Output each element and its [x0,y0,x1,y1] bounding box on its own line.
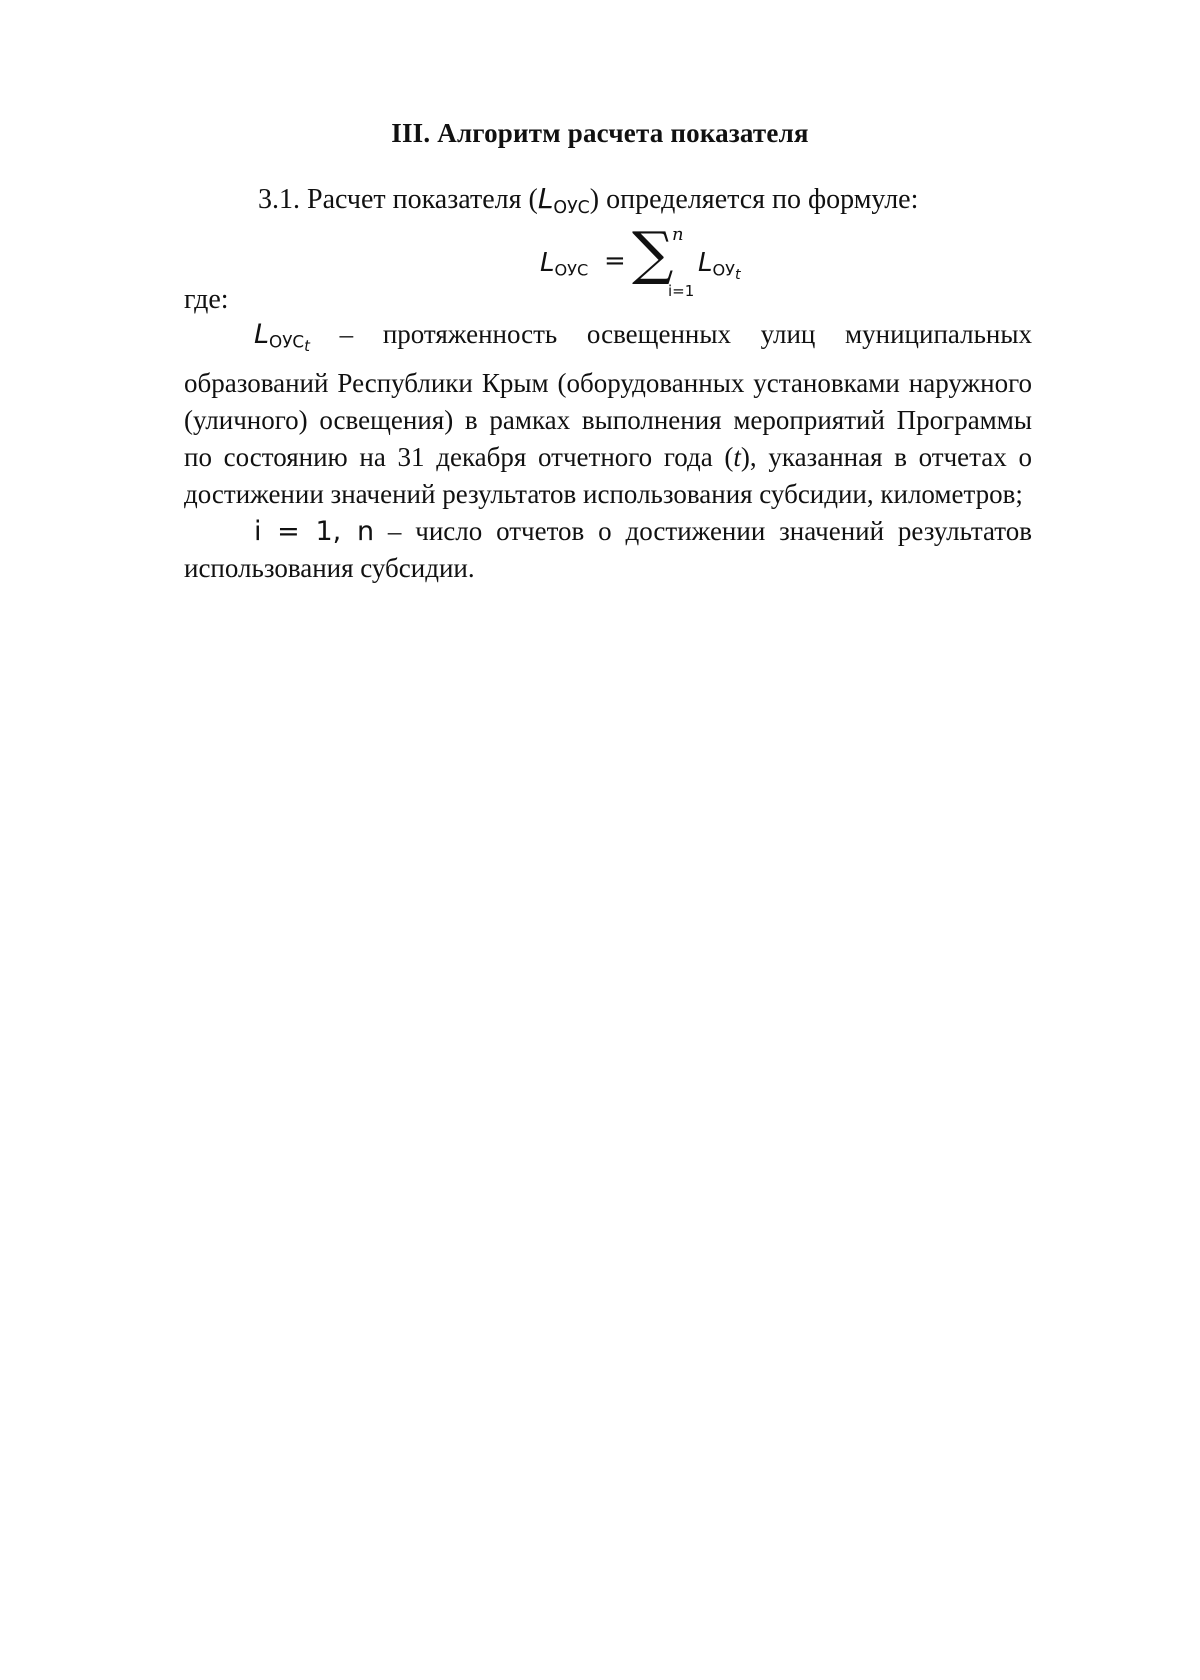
intro-symbol: $L_{ОУС}$ [537,182,590,218]
formula-lhs: $L_{ОУС}$ [540,248,589,280]
sum-sign: ∑ [632,219,674,287]
formula-lhs-sub: ОУС [554,260,589,280]
index-expression: i = 1, n [254,516,375,548]
intro-line [258,182,918,218]
definition-text-1b: ), указанная в отчетах о достижении значений результатов использования субсидии, километров; [184,442,1032,510]
sum-upper-limit: n [672,224,684,245]
formula-rhs-subsub: t [735,266,741,283]
definition-symbol: $L_{ОУСt}$ [254,319,310,356]
intro-suffix: ) определяется по формуле: [589,184,919,215]
formula-rhs-sub: ОУ [712,260,735,280]
intro-symbol-sub: ОУС [553,197,590,218]
section-heading: III. Алгоритм расчета показателя [391,118,809,148]
definition-paragraph-2 [184,513,1032,587]
definitions [184,316,1032,587]
formula-rhs: $L_{ОУt}$ [698,248,741,283]
formula [540,219,741,308]
definition-text-2: – число отчетов о достижении значений результатов использования субсидии. [184,516,1032,584]
definition-text-1a: – протяженность освещенных улиц муниципальных образований Республики Крым (оборудованных установками наружного (уличного) освещения) в рамках выполнения мероприятий Программы по состоянию на 31 декабря отчетного года ( [184,319,1032,473]
where-label: где: [184,284,229,315]
formula-equals: = [604,246,626,276]
definition-paragraph-1 [184,316,1032,513]
sum-lower-limit: i=1 [668,282,695,300]
definition-t: t [733,442,741,473]
intro-prefix: 3.1. Расчет показателя ( [258,184,538,215]
